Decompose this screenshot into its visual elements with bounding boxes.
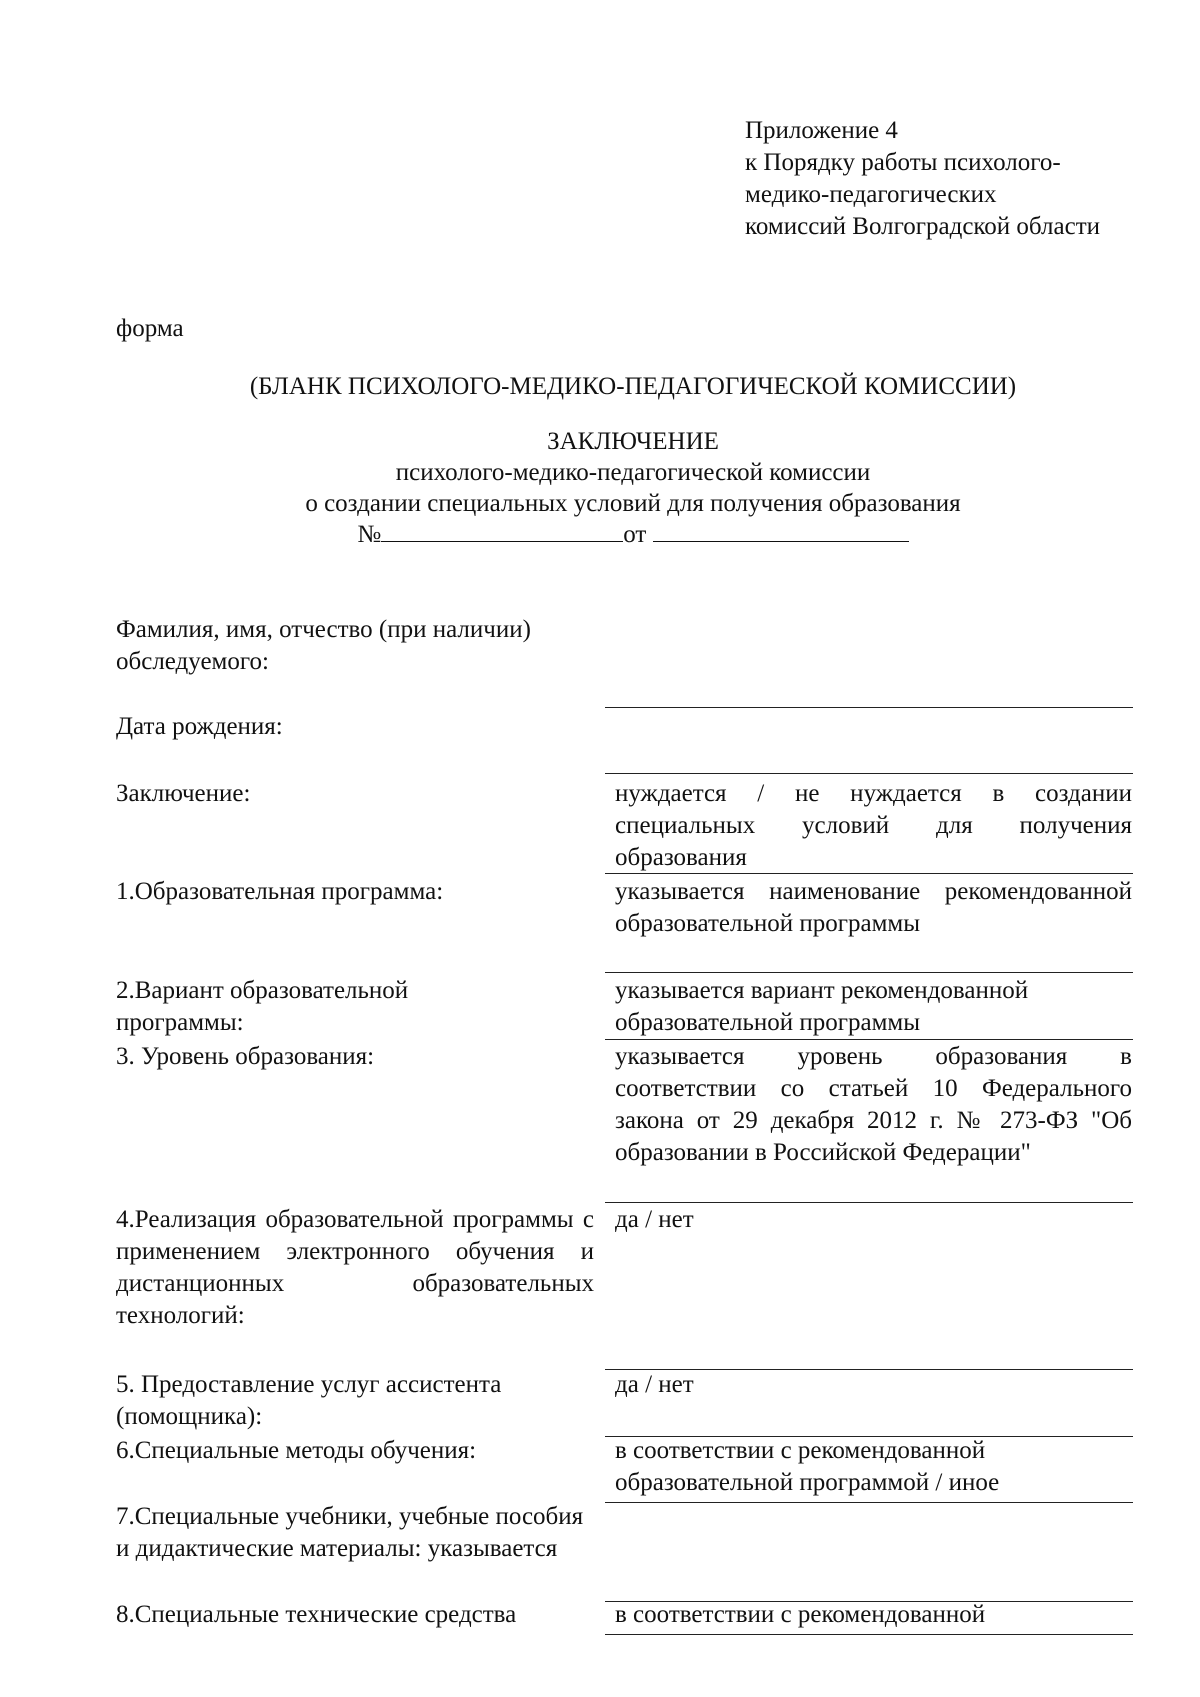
technical-value-text: в соответствии с рекомендованной: [615, 1601, 986, 1628]
date-prefix: от: [623, 521, 647, 548]
number-date-line: [0, 519, 1200, 550]
technical-value: [605, 1599, 1133, 1635]
fio-label: Фамилия, имя, отчество (при наличии) обследуемого:: [116, 616, 531, 675]
assistant-value-text: да / нет: [615, 1371, 694, 1398]
form-label: форма: [116, 315, 184, 342]
methods-value-text: в соответствии с рекомендованной образовательной программой / иное: [615, 1437, 1000, 1496]
level-label: 3. Уровень образования:: [116, 1043, 375, 1070]
conclusion-subtitle: о создании специальных условий для получения образования: [305, 490, 961, 517]
birth-date-label: Дата рождения:: [116, 713, 283, 740]
conclusion-value-text: нуждается / не нуждается в создании специальных условий для получения образования: [615, 780, 1132, 871]
methods-label: 6.Специальные методы обучения:: [116, 1437, 477, 1464]
methods-value: [605, 1435, 1133, 1503]
textbooks-value-line: [605, 1501, 1133, 1602]
program-value: [605, 876, 1133, 973]
program-value-text: указывается наименование рекомендованной образовательной программы: [615, 878, 1132, 937]
program-label: 1.Образовательная программа:: [116, 878, 444, 905]
textbooks-label: 7.Специальные учебники, учебные пособия и дидактические материалы: указывается: [116, 1503, 584, 1562]
technical-label: 8.Специальные технические средства: [116, 1601, 517, 1628]
blank-title: (БЛАНК ПСИХОЛОГО-МЕДИКО-ПЕДАГОГИЧЕСКОЙ КОМИССИИ): [249, 373, 1017, 400]
assistant-value: [605, 1369, 1133, 1437]
elearning-value: [605, 1204, 1133, 1370]
fio-value-line: [605, 672, 1133, 708]
conclusion-heading: [0, 426, 1200, 550]
elearning-label: 4.Реализация образовательной программы с применением электронного обучения и дистанционных образовательных технологий:: [116, 1206, 594, 1329]
number-sign: №: [357, 521, 382, 548]
appendix-line: медико-педагогических: [745, 181, 997, 208]
appendix-number: Приложение 4: [745, 117, 898, 144]
appendix-line: комиссий Волгоградской области: [745, 213, 1100, 240]
elearning-value-text: да / нет: [615, 1206, 694, 1233]
conclusion-title: ЗАКЛЮЧЕНИЕ: [547, 428, 719, 455]
conclusion-label: Заключение:: [116, 780, 251, 807]
conclusion-value: [605, 778, 1133, 874]
level-value: [605, 1041, 1133, 1203]
variant-value-text: указывается вариант рекомендованной образовательной программы: [615, 977, 1029, 1036]
birth-date-value-line: [605, 738, 1133, 774]
conclusion-subtitle: психолого-медико-педагогической комиссии: [395, 459, 871, 486]
assistant-label: 5. Предоставление услуг ассистента (помощника):: [116, 1371, 502, 1430]
variant-value: [605, 975, 1133, 1040]
level-value-text: указывается уровень образования в соответствии со статьей 10 Федерального закона от 29 декабря 2012 г. № 273-ФЗ "Об образовании в Российской Федерации": [615, 1043, 1132, 1166]
date-blank-line: [653, 519, 909, 542]
appendix-line: к Порядку работы психолого-: [745, 149, 1061, 176]
appendix-header: [745, 115, 1100, 243]
number-blank-line: [381, 519, 623, 542]
variant-label: 2.Вариант образовательной программы:: [116, 977, 409, 1036]
